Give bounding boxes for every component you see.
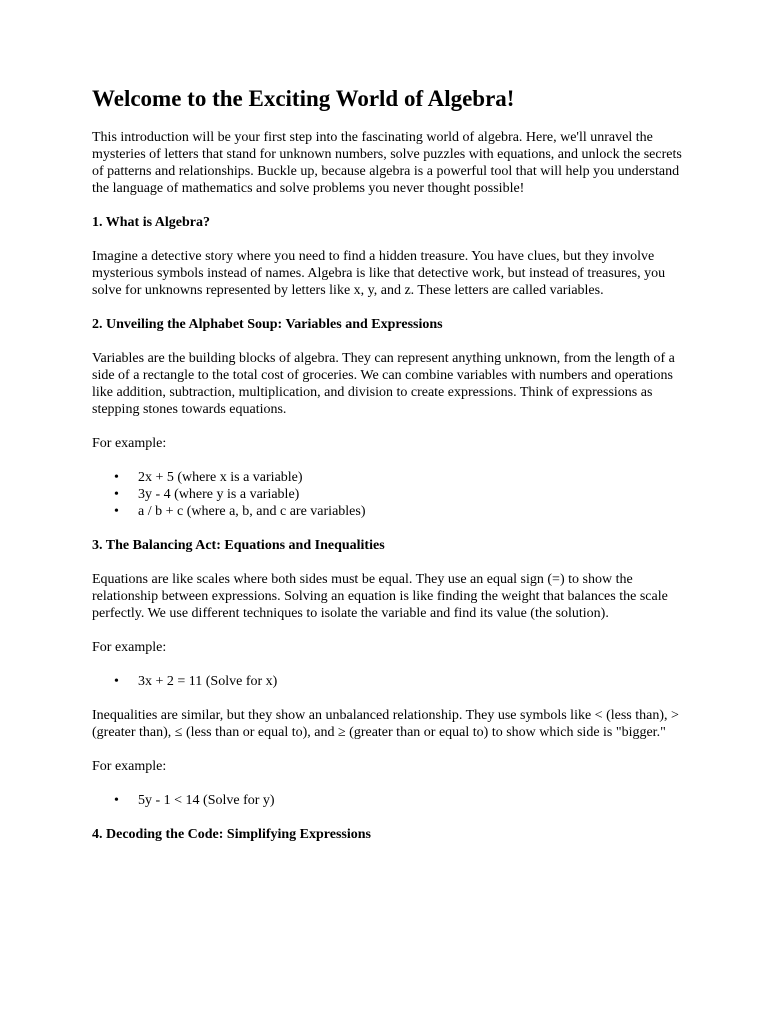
list-item: • 2x + 5 (where x is a variable) (92, 469, 692, 486)
example-label: For example: (92, 436, 167, 451)
section-paragraph-equations: Equations are like scales where both sides must be equal. They use an equal sign (=) to show the relationship between expressions. Solving an equation is like finding the weight that balances the scale perfectly. We use different techniques to isolate the variable and find its value (the solution). (92, 572, 668, 621)
document-page (92, 84, 692, 860)
section-paragraph-what-is-algebra: Imagine a detective story where you need to find a hidden treasure. You have clues, but they involve mysterious symbols instead of names. Algebra is like that detective work, but instead of treasures, you solve for unknowns represented by letters like x, y, and z. These letters are called variables. (92, 249, 666, 298)
list-item: • 3x + 2 = 11 (Solve for x) (92, 673, 692, 690)
section-heading-variables-expressions: 2. Unveiling the Alphabet Soup: Variables and Expressions (92, 317, 443, 332)
example-label: For example: (92, 640, 167, 655)
example-list (92, 469, 692, 520)
section-paragraph-inequalities: Inequalities are similar, but they show an unbalanced relationship. They use symbols like < (less than), > (greater than), ≤ (less than or equal to), and ≥ (greater than or equal to) to show which side is "bigger." (92, 708, 679, 740)
section-heading-equations-inequalities: 3. The Balancing Act: Equations and Inequalities (92, 538, 385, 553)
example-label: For example: (92, 759, 167, 774)
intro-paragraph: This introduction will be your first step into the fascinating world of algebra. Here, we'll unravel the mysteries of letters that stand for unknown numbers, solve puzzles with equations, and unlock the secrets of patterns and relationships. Buckle up, because algebra is a powerful tool that will help you understand the language of mathematics and solve problems you never thought possible! (92, 130, 682, 196)
section-paragraph-variables-expressions: Variables are the building blocks of algebra. They can represent anything unknown, from the length of a side of a rectangle to the total cost of groceries. We can combine variables with numbers and operations like addition, subtraction, multiplication, and division to create expressions. Think of expressions as stepping stones towards equations. (92, 351, 675, 417)
list-item: • 3y - 4 (where y is a variable) (92, 486, 692, 503)
section-heading-what-is-algebra: 1. What is Algebra? (92, 215, 210, 230)
section-heading-simplifying-expressions: 4. Decoding the Code: Simplifying Expressions (92, 827, 371, 842)
example-list (92, 673, 692, 690)
page-title: Welcome to the Exciting World of Algebra! (92, 86, 515, 111)
list-item: • a / b + c (where a, b, and c are variables) (92, 503, 692, 520)
example-list (92, 792, 692, 809)
list-item: • 5y - 1 < 14 (Solve for y) (92, 792, 692, 809)
